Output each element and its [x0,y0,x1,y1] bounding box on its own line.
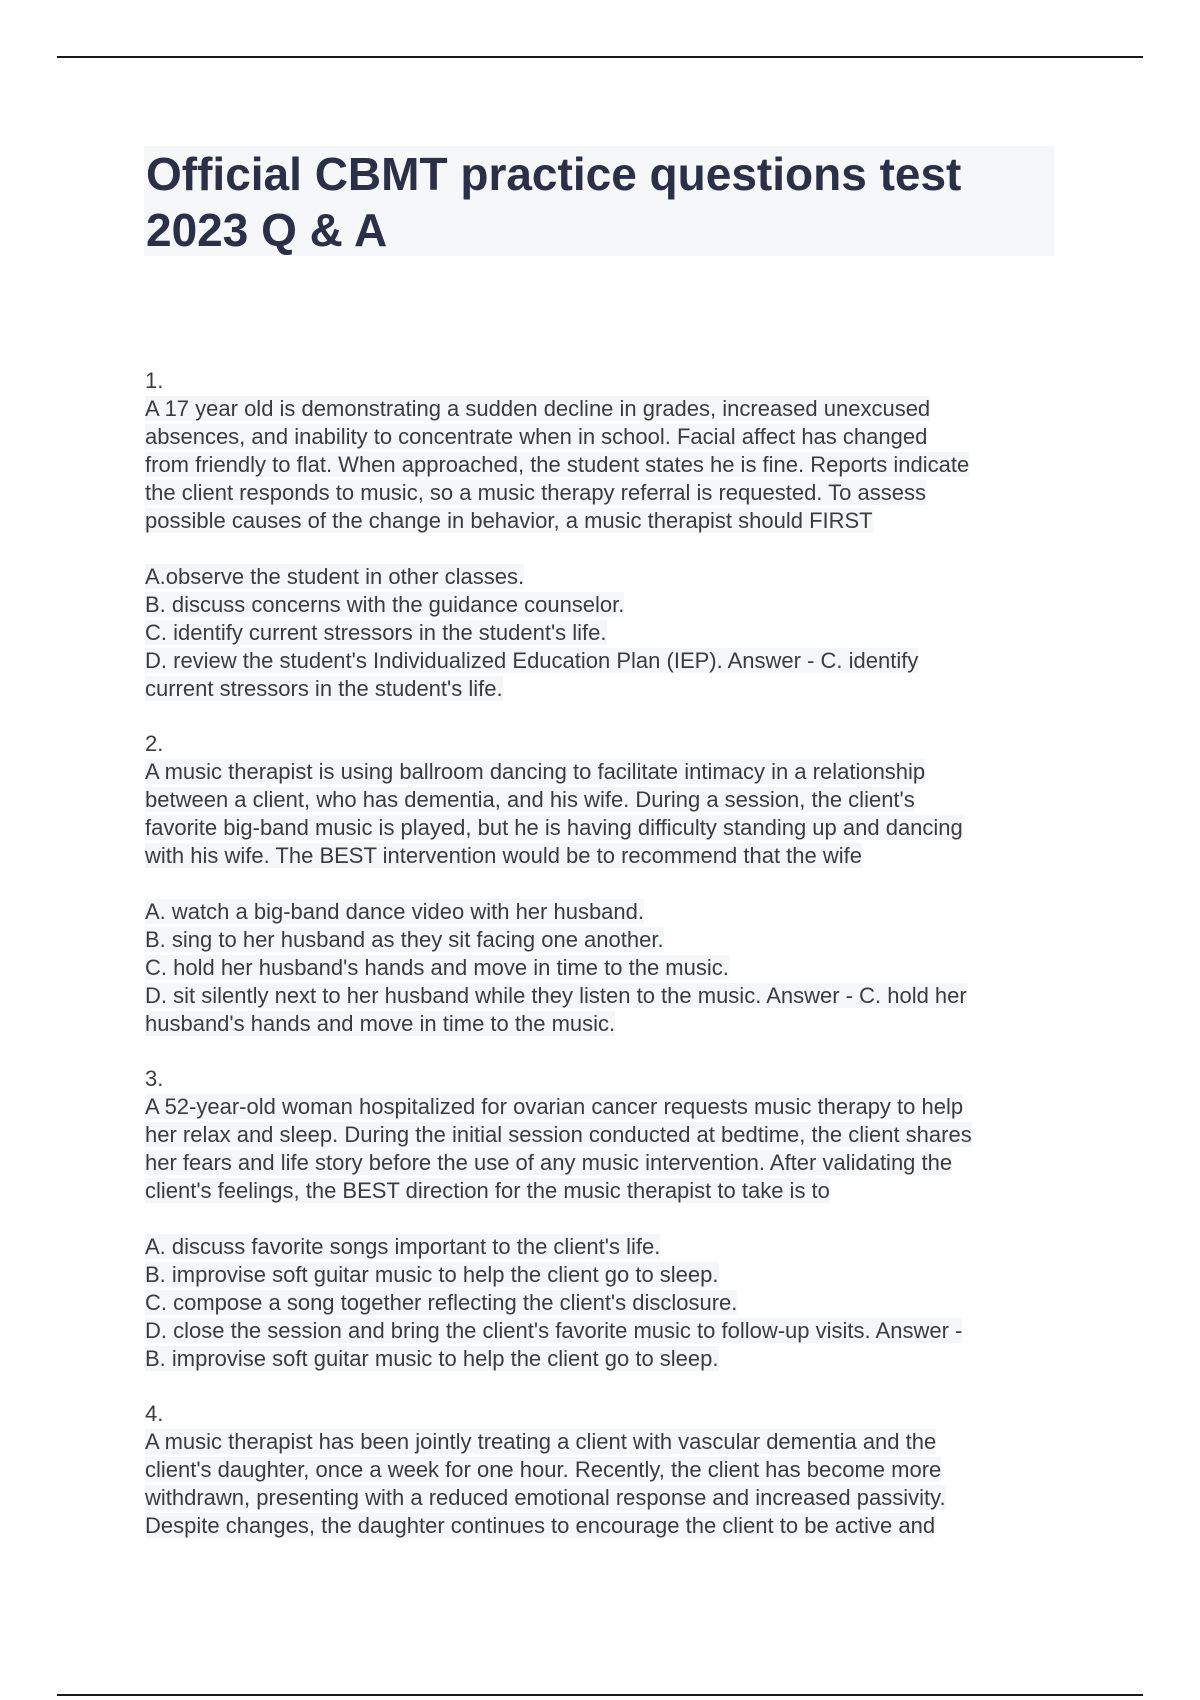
answer-option: A. discuss favorite songs important to the client's life. [145,1234,661,1259]
answer-option: B. discuss concerns with the guidance counselor. [145,592,625,617]
question-stem: A music therapist has been jointly treating a client with vascular dementia and the client's daughter, once a week for one hour. Recently, the client has become more withdrawn, presenting with a reduced emotional response and increased passivity. Despite changes, the daughter continues to encourage the client to be active and [145,1429,946,1538]
question-item [145,1065,1065,1373]
question-item [145,1400,1065,1540]
answer-option-line [145,1261,1065,1289]
document-title: Official CBMT practice questions test 2023 Q & A [146,148,962,256]
answer-option: C. hold her husband's hands and move in time to the music. [145,955,729,980]
answer-option-line [145,591,1065,619]
question-item [145,367,1065,703]
answer-option: B. sing to her husband as they sit facing one another. [145,927,664,952]
answer-option-line [145,898,1065,926]
question-stem-line [145,758,1065,870]
answer-option-line [145,954,1065,982]
answer-option: B. improvise soft guitar music to help the client go to sleep. [145,1262,719,1287]
answer-option: A. watch a big-band dance video with her husband. [145,899,644,924]
question-stem-line [145,1428,1065,1540]
question-stem-line [145,395,1065,535]
title-block [144,146,1054,256]
answer-option: C. identify current stressors in the student's life. [145,620,607,645]
answer-option-line [145,982,1065,1038]
question-stem: A music therapist is using ballroom dancing to facilitate intimacy in a relationship between a client, who has dementia, and his wife. During a session, the client's favorite big-band music is played, but he is having difficulty standing up and dancing with his wife. The BEST intervention would be to recommend that the wife [145,759,963,868]
answer-option-line [145,647,1065,703]
question-number: 4. [145,1401,164,1426]
answer-option: A.observe the student in other classes. [145,564,525,589]
answer-option-line [145,926,1065,954]
answer-option-line [145,1289,1065,1317]
top-rule [57,56,1143,58]
answer-option-line [145,1317,1065,1373]
answer-option: D. sit silently next to her husband while they listen to the music. Answer - C. hold her husband's hands and move in time to the music. [145,983,967,1036]
answer-option-line [145,563,1065,591]
answer-option: C. compose a song together reflecting the client's disclosure. [145,1290,738,1315]
answer-option: D. review the student's Individualized Education Plan (IEP). Answer - C. identify current stressors in the student's life. [145,648,919,701]
question-stem-line [145,1093,1065,1205]
bottom-rule [57,1694,1143,1696]
question-stem: A 17 year old is demonstrating a sudden decline in grades, increased unexcused absences, and inability to concentrate when in school. Facial affect has changed from friendly to flat. When approached, the student states he is fine. Reports indicate the client responds to music, so a music therapy referral is requested. To assess possible causes of the change in behavior, a music therapist should FIRST [145,396,970,533]
question-number: 3. [145,1066,164,1091]
question-item [145,730,1065,1038]
answer-option-line [145,1233,1065,1261]
question-number: 2. [145,731,164,756]
questions-list [145,367,1065,1568]
answer-option: D. close the session and bring the client's favorite music to follow-up visits. Answer - B. improvise soft guitar music to help the client go to sleep. [145,1318,963,1371]
question-stem: A 52-year-old woman hospitalized for ovarian cancer requests music therapy to help her relax and sleep. During the initial session conducted at bedtime, the client shares her fears and life story before the use of any music intervention. After validating the client's feelings, the BEST direction for the music therapist to take is to [145,1094,972,1203]
answer-option-line [145,619,1065,647]
question-number: 1. [145,368,164,393]
